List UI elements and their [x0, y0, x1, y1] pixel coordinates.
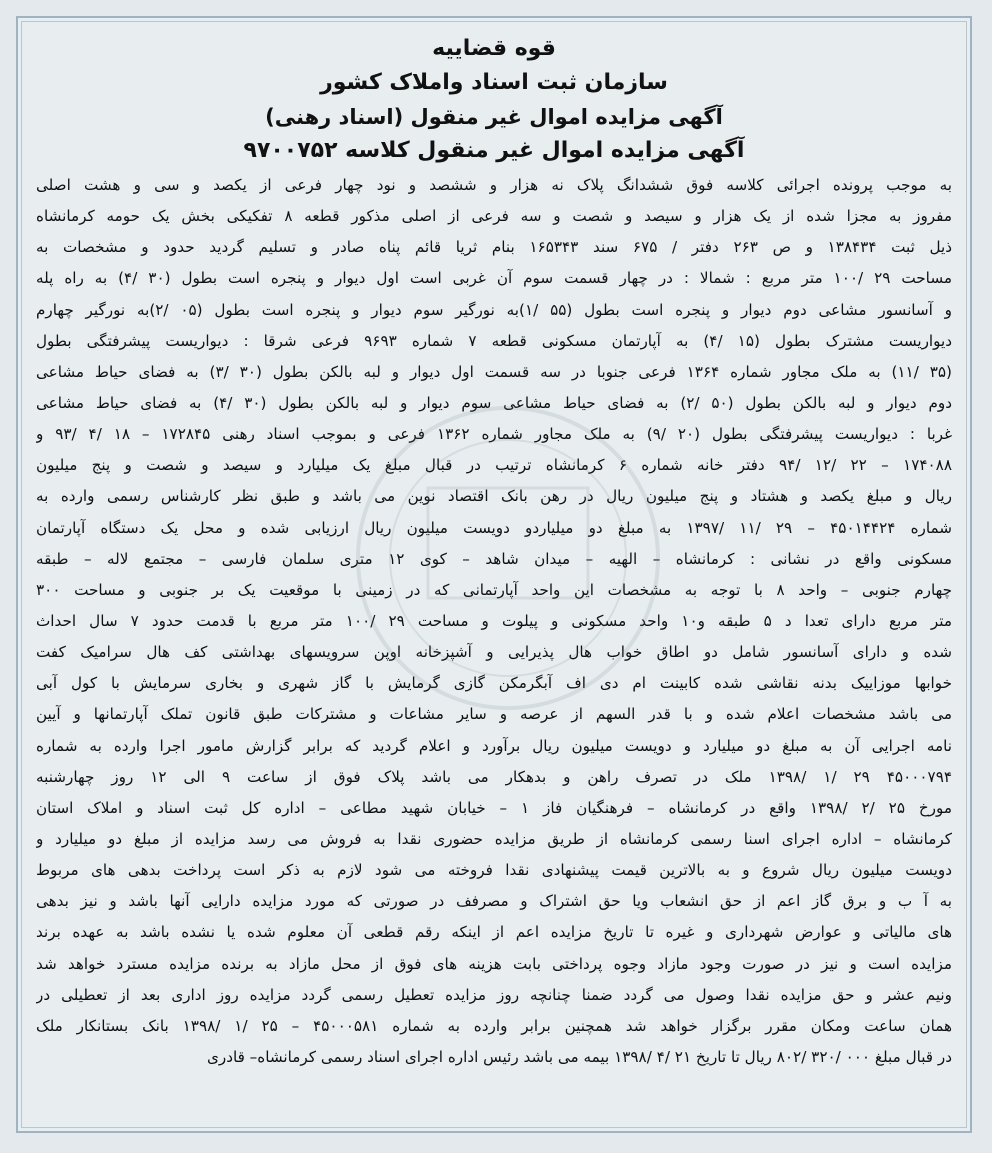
body-line: ریال و مبلغ یکصد و هشتاد و پنج میلیون ریال در رهن بانک اقتصاد نوین می باشد و طبق نظر کارشناس رسمی وارده به: [36, 487, 952, 506]
body-line-signature: در قبال مبلغ ۰۰۰ /۳۲۰ /۸۰۲ ریال تا تاریخ ۲۱ /۴ /۱۳۹۸ بیمه می باشد رئیس اداره اجرای اسناد رسمی کرمانشاه– قادری: [206, 1047, 952, 1066]
body-line: مساحت ۲۹ /۱۰۰ متر مربع : شمالا : در چهار قسمت سوم آن غربی است اول دیوار و پنجره است بطول (۳۰ /۴) به راه پله: [36, 269, 952, 288]
body-line: به آ ب و برق گاز اعم از حق انشعاب ویا حق اشتراک و مصرفف در صورتی که مورد مزایده دارایی آنها باشد و نیز بدهی: [36, 892, 952, 911]
body-line: مورخ ۲۵ /۲ /۱۳۹۸ واقع در کرمانشاه – فرهنگیان فاز ۱ – خیابان شهید مطاعی – اداره کل ثبت اسناد و املاک استان: [36, 798, 952, 817]
body-line: (۳۵ /۱۱) به ملک مجاور شماره ۱۳۶۴ فرعی جنوبا در سه قسمت اول دیوار و لبه بالکن بطول (۳۰ /۳) به فضای حیاط مشاعی: [36, 362, 952, 381]
body-line: ۴۵۰۰۰۷۹۴ ۲۹ /۱ /۱۳۹۸ ملک در تصرف راهن و بدهکار می باشد پلاک فوق از ساعت ۹ الی ۱۲ روز چهارشنبه: [36, 767, 952, 786]
body-line: شماره ۴۵۰۱۴۴۲۴ – ۲۹ /۱۱ /۱۳۹۷ به مبلغ دو میلیاردو دویست میلیون ریال ارزیابی شده و محل یک دستگاه آپارتمان: [36, 518, 952, 537]
auction-file-title: آگهی مزایده اموال غیر منقول کلاسه ۹۷۰۰۷۵۲: [243, 138, 745, 163]
body-line: دیواریست مشترک بطول (۱۵ /۴) به آپارتمان مسکونی قطعه ۷ شماره ۹۶۹۳ فرعی شرقا : دیواریست پیشرفتگی بطول: [36, 331, 952, 350]
body-line: مسکونی واقع در نشانی : کرمانشاه – الهیه – میدان شاهد – کوی ۱۲ متری سلمان فارسی – مجتمع لاله – طبقه: [36, 549, 952, 568]
body-line: مزایده است و نیز در صورت وجود مازاد وجوه پرداختی بابت هزینه های فوق از محل مازاد به برنده مزایده مسترد خواهد شد: [36, 954, 952, 973]
body-line: همان ساعت ومکان مقرر برگزار خواهد شد همچنین برابر وارده به شماره ۴۵۰۰۰۵۸۱ – ۲۵ /۱ /۱۳۹۸ بانک بستانکار ملک: [36, 1016, 952, 1035]
judiciary-title: قوه قضاییه: [432, 36, 556, 61]
body-line: دویست میلیون ریال شروع و به بالاترین قیمت پیشنهادی نقدا فروخته می شود لازم به ذکر است پرداخت بدهی های مربوط: [36, 861, 952, 880]
body-line: می باشد مشخصات اعلام شده و با قدر السهم از عرصه و سایر مشاعات و مشترکات طبق قانون تملک آپارتمانها و آیین: [36, 705, 952, 724]
body-line: متر مربع دارای تعدا د ۵ طبقه و۱۰ واحد مسکونی و پیلوت و مساحت ۲۹ /۱۰۰ متر مربع با قدمت حدود ۷ سال احداث: [36, 611, 952, 630]
body-line: به موجب پرونده اجرائی کلاسه فوق ششدانگ پلاک نه هزار و ششصد و نود چهار فرعی از یکصد و سی و هشت اصلی: [36, 176, 952, 194]
body-line: نامه اجرایی آن به مبلغ دو میلیارد و دویست میلیون ریال برآورد و اعلام گردید که برابر گزارش مامور اجرا وارده به شماره: [36, 736, 952, 755]
body-line: و آسانسور مشاعی دوم دیوار و پنجره است بطول (۵۵ /۱)به نورگیر سوم دیوار و پنجره است بطول (۰۵ /۲)به نورگیر چهارم: [36, 300, 952, 319]
body-line: دوم دیوار و لبه بالکن بطول (۵۰ /۲) به فضای حیاط مشاعی سوم دیوار و لبه بالکن بطول (۳۰ /۴) به فضای حیاط مشاعی: [36, 393, 952, 412]
notice-heading: [18, 32, 970, 168]
notice-body: [36, 170, 952, 1073]
body-line: کرمانشاه – اداره اجرای اسنا رسمی کرمانشاه از طریق مزایده حضوری نقدا به فروش می رسد مزایده از مبلغ دو میلیارد و: [36, 829, 952, 848]
body-line: چهارم جنوبی – واحد ۸ با توجه به مشخصات این واحد آپارتمانی که در زمینی با موقعیت یک بر جنوبی و مساحت ۳۰۰: [36, 580, 952, 599]
body-line: ۱۷۴۰۸۸ – ۲۲ /۱۲ /۹۴ دفتر خانه شماره ۶ کرمانشاه ترتیب در قبال مبلغ یک میلیارد و سیصد و شصت و پنج میلیون: [36, 456, 952, 475]
body-line: مفروز به مجزا شده از یک هزار و سیصد و شصت و سه فرعی از اصلی مذکور قطعه ۸ تفکیکی بخش یک حومه کرمانشاه: [36, 207, 952, 226]
organization-title: سازمان ثبت اسناد واملاک کشور: [320, 70, 668, 95]
body-line: ذیل ثبت ۱۳۸۴۳۴ و ص ۲۶۳ دفتر / ۶۷۵ سند ۱۶۵۳۴۳ بنام ثریا قائم پناه صادر و تسلیم گردید حدود و مشخصات به: [36, 238, 952, 257]
notice-frame: [16, 16, 972, 1133]
body-line: های مالیاتی و عوارض شهرداری و غیره تا تاریخ مزایده اعم از اینکه رقم قطعی آن معلوم شده یا نشده باشد به عهده برند: [36, 923, 952, 942]
body-line: ونیم عشر و حق مزایده نقدا وصول می گردد ضمنا چنانچه روز مزایده تعطیل رسمی گردد مزایده روز اداری بعد از تعطیلی در: [36, 985, 952, 1004]
auction-title: آگهی مزایده اموال غیر منقول (اسناد رهنی): [265, 105, 723, 129]
body-line: خوابها موزاییک بدنه نقاشی شده کابینت ام دی اف آبگرمکن گازی گرمایش با گاز شهری و بخاری سرمایش با کول آبی: [36, 674, 952, 693]
body-line: شده و دارای آسانسور شامل دو اطاق خواب هال پذیرایی و آشپزخانه اوپن سرویسهای بهداشتی کف هال سرامیک کفت: [36, 643, 952, 662]
body-line: غربا : دیواریست پیشرفتگی بطول (۲۰ /۹) به ملک مجاور شماره ۱۳۶۲ فرعی و بموجب اسناد رهنی ۱۷۲۸۴۵ – ۱۸ /۴ /۹۳ و: [36, 425, 952, 444]
